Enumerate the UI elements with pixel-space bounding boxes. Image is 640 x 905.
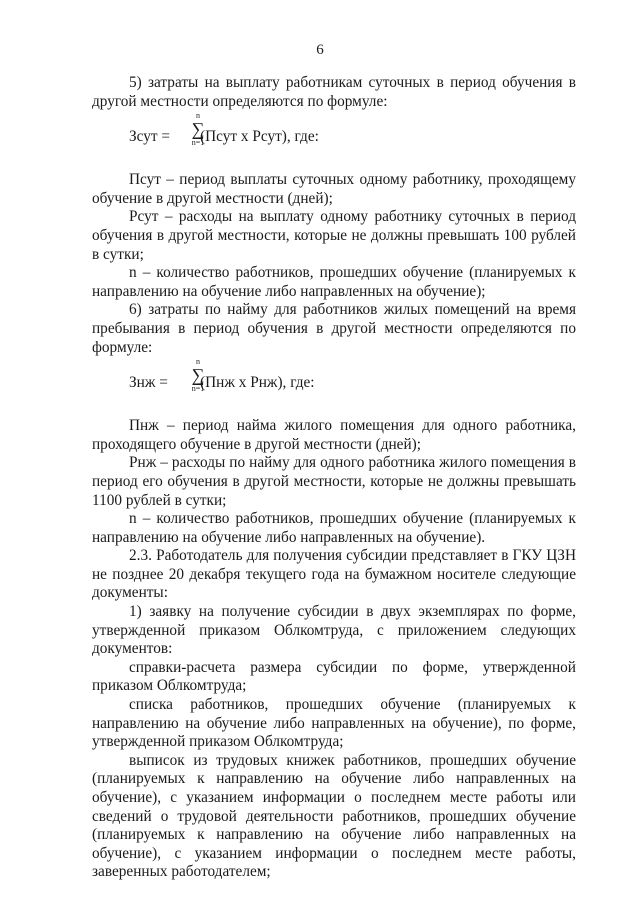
document-list-item: выписок из трудовых книжек работников, прошедших обучение (планируемых к направлению на обучение либо направленных на обучение), с указанием информации о последнем месте работы или сведений о трудовой деятельности работников, прошедших обучение (планируемых к направлению на обучение либо направленных на обучение), с указанием информации о последнем месте работы, заверенных работодателем; bbox=[92, 751, 576, 881]
definition-n: n – количество работников, прошедших обучение (планируемых к направлению на обучение либо направленных на обучение). bbox=[92, 510, 576, 546]
formula-rhs: (Псут х Рсут), где: bbox=[200, 128, 319, 146]
sum-lower-limit: n=1 bbox=[191, 138, 205, 148]
formula-lhs: Зсут = bbox=[129, 128, 171, 146]
sum-lower-limit: n=1 bbox=[191, 384, 205, 394]
page-number: 6 bbox=[316, 42, 324, 58]
document-list-item: списка работников, прошедших обучение (планируемых к направлению на обучение либо направленных на обучение), по форме, утвержденной приказом Облкомтруда; bbox=[92, 696, 576, 751]
paragraph-2-3: 2.3. Работодатель для получения субсидии представляет в ГКУ ЦЗН не позднее 20 декабря текущего года на бумажном носителе следующие документы: bbox=[92, 547, 576, 602]
definition-psut: Псут – период выплаты суточных одному работнику, проходящему обучение в другой местности (дней); bbox=[92, 171, 576, 207]
formula-rhs: (Пнж х Рнж), где: bbox=[200, 374, 315, 392]
document-body bbox=[92, 74, 576, 882]
paragraph-item-5: 5) затраты на выплату работникам суточных в период обучения в другой местности определяются по формуле: bbox=[92, 74, 576, 110]
definition-rsut: Рсут – расходы на выплату одному работнику суточных в период обучения в другой местности, которые не должны превышать 100 рублей в сутки; bbox=[92, 208, 576, 263]
sum-upper-limit: n bbox=[196, 357, 200, 367]
definition-pnzh: Пнж – период найма жилого помещения для одного работника, проходящего обучение в другой местности (дней); bbox=[92, 417, 576, 453]
paragraph-2-3-1: 1) заявку на получение субсидии в двух экземплярах по форме, утвержденной приказом Облкомтруда, с приложением следующих документов: bbox=[92, 603, 576, 658]
sigma-symbol: ∑ bbox=[191, 119, 205, 140]
formula-housing bbox=[92, 357, 576, 417]
paragraph-item-6: 6) затраты по найму для работников жилых помещений на время пребывания в период обучения в другой местности определяются по формуле: bbox=[92, 301, 576, 356]
formula-daily-allowance bbox=[92, 111, 576, 171]
sum-upper-limit: n bbox=[196, 111, 200, 121]
document-list-item: справки-расчета размера субсидии по форме, утвержденной приказом Облкомтруда; bbox=[92, 658, 576, 695]
formula-lhs: Знж = bbox=[129, 374, 168, 392]
sigma-symbol: ∑ bbox=[191, 365, 205, 386]
definition-rnzh: Рнж – расходы по найму для одного работника жилого помещения в период его обучения в другой местности, которые не должны превышать 1100 рублей в сутки; bbox=[92, 454, 576, 509]
definition-n: n – количество работников, прошедших обучение (планируемых к направлению на обучение либо направленных на обучение); bbox=[92, 264, 576, 300]
